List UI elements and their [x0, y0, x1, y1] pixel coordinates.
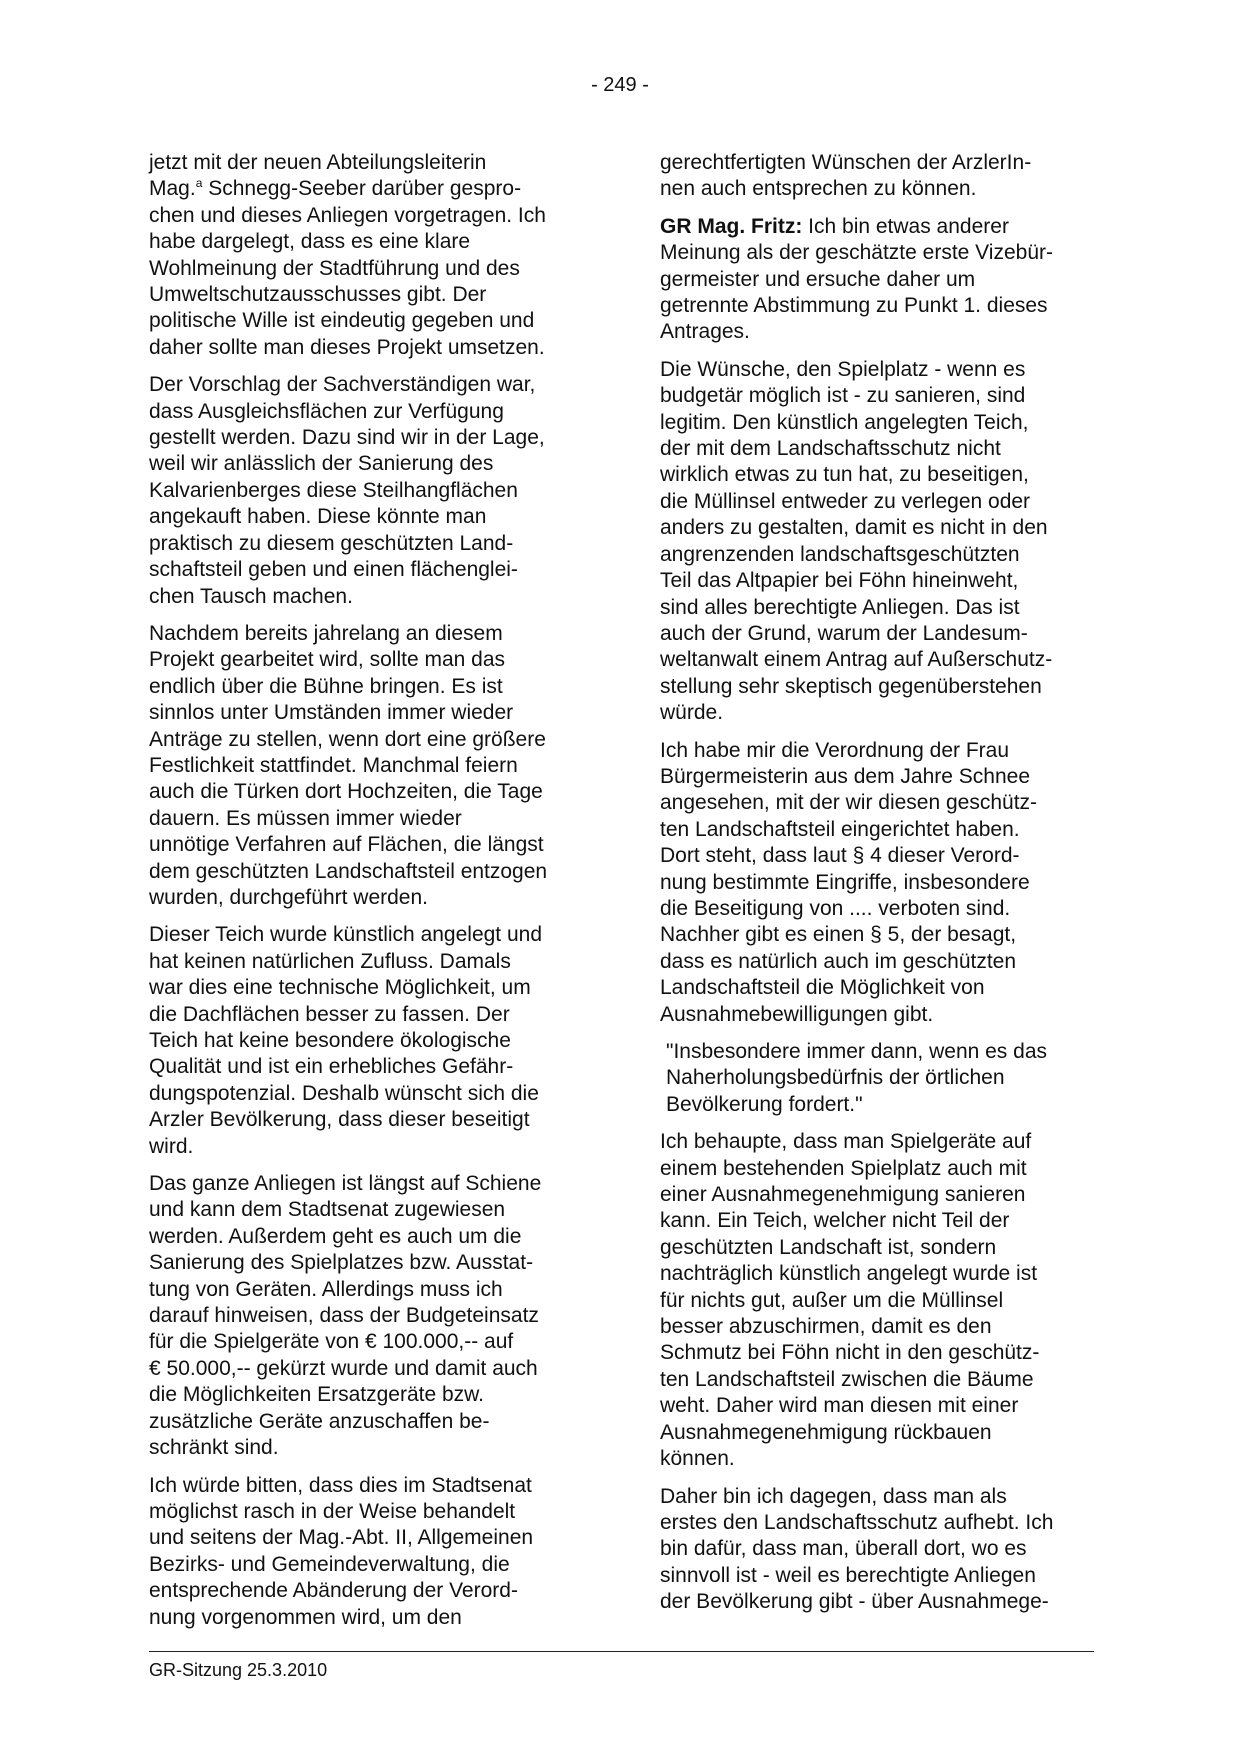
text-line: weltanwalt einem Antrag auf Außerschutz- — [660, 648, 1053, 672]
paragraph — [660, 357, 1100, 727]
text-line: die Beseitigung von .... verboten sind. — [660, 896, 1011, 920]
text-line — [149, 176, 589, 202]
text-line: germeister und ersuche daher um — [660, 267, 976, 291]
text-line: dem geschützten Landschaftsteil entzogen — [149, 859, 548, 883]
text-line: nung vorgenommen wird, um den — [149, 1605, 462, 1629]
footer-text: GR-Sitzung 25.3.2010 — [149, 1660, 328, 1680]
superscript: a — [195, 176, 203, 191]
text-line: Meinung als der geschätzte erste Vizebür- — [660, 241, 1053, 265]
text-line: angekauft haben. Diese könnte man — [149, 505, 487, 529]
text-line: legitim. Den künstlich angelegten Teich, — [660, 410, 1029, 434]
text-line: Dieser Teich wurde künstlich angelegt und — [149, 923, 543, 947]
right-column — [660, 150, 1100, 1627]
text-line: weil wir anlässlich der Sanierung des — [149, 452, 494, 476]
text-line: Arzler Bevölkerung, dass dieser beseitigt — [149, 1108, 530, 1132]
left-column — [149, 150, 589, 1642]
text-line: gestellt werden. Dazu sind wir in der Lage, — [149, 426, 545, 450]
text-line: die Dachflächen besser zu fassen. Der — [149, 1002, 510, 1026]
text-line: Der Vorschlag der Sachverständigen war, — [149, 373, 536, 397]
text-line: unnötige Verfahren auf Flächen, die längst — [149, 833, 544, 857]
text-line: einer Ausnahmegenehmigung sanieren — [660, 1183, 1026, 1207]
text-line: wurden, durchgeführt werden. — [149, 885, 428, 909]
text-line: nen auch entsprechen zu können. — [660, 177, 977, 201]
text-line: wirklich etwas zu tun hat, zu beseitigen, — [660, 463, 1029, 487]
text-line: Landschaftsteil die Möglichkeit von — [660, 976, 985, 1000]
text-line: Ich habe mir die Verordnung der Frau — [660, 738, 1010, 762]
text-line: Bezirks- und Gemeindeverwaltung, die — [149, 1552, 510, 1576]
text-line: dauern. Es müssen immer wieder — [149, 806, 462, 830]
paragraph — [660, 1484, 1100, 1616]
text-line: besser abzuschirmen, damit es den — [660, 1315, 992, 1339]
paragraph — [149, 150, 589, 361]
text-line: nung bestimmte Eingriffe, insbesondere — [660, 870, 1030, 894]
quote-paragraph — [660, 1039, 1100, 1118]
text-line: zusätzliche Geräte anzuschaffen be- — [149, 1409, 490, 1433]
paragraph — [149, 372, 589, 610]
text-line: € 50.000,-- gekürzt wurde und damit auch — [149, 1356, 538, 1380]
text-line: getrennte Abstimmung zu Punkt 1. dieses — [660, 294, 1048, 318]
text-line: auch der Grund, warum der Landesum- — [660, 621, 1028, 645]
text-fragment: Schnegg-Seeber darüber gespro- — [202, 177, 522, 201]
text-line: Naherholungsbedürfnis der örtlichen — [666, 1066, 1005, 1090]
text-line: ten Landschaftsteil eingerichtet haben. — [660, 817, 1020, 841]
footer-divider — [149, 1651, 1094, 1652]
text-line: Qualität und ist ein erhebliches Gefähr- — [149, 1055, 514, 1079]
text-line: werden. Außerdem geht es auch um die — [149, 1224, 522, 1248]
text-line: schränkt sind. — [149, 1436, 279, 1460]
text-line: Anträge zu stellen, wenn dort eine größere — [149, 727, 546, 751]
text-line: schaftsteil geben und einen flächenglei- — [149, 558, 518, 582]
text-line: die Müllinsel entweder zu verlegen oder — [660, 489, 1031, 513]
text-line: Das ganze Anliegen ist längst auf Schiene — [149, 1172, 542, 1196]
text-line: dungspotenzial. Deshalb wünscht sich die — [149, 1081, 539, 1105]
text-line: bin dafür, dass man, überall dort, wo es — [660, 1537, 1027, 1561]
text-line: nachträglich künstlich angelegt wurde ist — [660, 1262, 1038, 1286]
paragraph — [149, 922, 589, 1160]
text-line: Ausnahmegenehmigung rückbauen — [660, 1420, 992, 1444]
text-line: chen und dieses Anliegen vorgetragen. Ich — [149, 203, 546, 227]
abbreviation: Mag. — [149, 177, 196, 201]
text-line: sinnvoll ist - weil es berechtigte Anliegen — [660, 1563, 1036, 1587]
text-line: können. — [660, 1447, 735, 1471]
text-line: habe dargelegt, dass es eine klare — [149, 230, 471, 254]
text-line: wird. — [149, 1134, 194, 1158]
text-line: Wohlmeinung der Stadtführung und des — [149, 256, 520, 280]
text-line: ten Landschaftsteil zwischen die Bäume — [660, 1367, 1034, 1391]
text-line: auch die Türken dort Hochzeiten, die Tage — [149, 780, 543, 804]
text-line: Sanierung des Spielplatzes bzw. Ausstat- — [149, 1251, 534, 1275]
text-line: chen Tausch machen. — [149, 584, 353, 608]
text-line: Teil das Altpapier bei Föhn hineinweht, — [660, 569, 1019, 593]
text-line: Die Wünsche, den Spielplatz - wenn es — [660, 357, 1026, 381]
text-fragment: Ich bin etwas anderer — [802, 214, 1009, 238]
text-line: angesehen, mit der wir diesen geschütz- — [660, 791, 1038, 815]
paragraph — [660, 738, 1100, 1028]
text-line: jetzt mit der neuen Abteilungsleiterin — [149, 151, 487, 174]
text-line: einem bestehenden Spielplatz auch mit — [660, 1156, 1027, 1180]
text-line: daher sollte man dieses Projekt umsetzen. — [149, 335, 545, 359]
speaker-name: GR Mag. Fritz: — [660, 214, 803, 238]
text-line: der Bevölkerung gibt - über Ausnahmege- — [660, 1590, 1049, 1614]
text-line: geschützten Landschaft ist, sondern — [660, 1235, 997, 1259]
text-line: sind alles berechtigte Anliegen. Das ist — [660, 595, 1020, 619]
text-line: würde. — [660, 701, 724, 725]
paragraph — [149, 1473, 589, 1631]
paragraph — [660, 1129, 1100, 1472]
text-line: Nachher gibt es einen § 5, der besagt, — [660, 923, 1017, 947]
text-line — [660, 214, 1100, 240]
text-line: anders zu gestalten, damit es nicht in den — [660, 516, 1048, 540]
text-line: Ich würde bitten, dass dies im Stadtsenat — [149, 1473, 532, 1497]
text-line: dass Ausgleichsflächen zur Verfügung — [149, 399, 504, 423]
text-line: tung von Geräten. Allerdings muss ich — [149, 1277, 503, 1301]
paragraph — [149, 1171, 589, 1461]
text-line: Umweltschutzausschusses gibt. Der — [149, 283, 487, 307]
text-line: stellung sehr skeptisch gegenüberstehen — [660, 674, 1042, 698]
text-line: die Möglichkeiten Ersatzgeräte bzw. — [149, 1383, 485, 1407]
text-line: der mit dem Landschaftsschutz nicht — [660, 437, 1001, 461]
text-line: erstes den Landschaftsschutz aufhebt. Ich — [660, 1510, 1054, 1534]
text-line: Ausnahmebewilligungen gibt. — [660, 1002, 934, 1026]
text-line: Bürgermeisterin aus dem Jahre Schnee — [660, 764, 1031, 788]
text-line: Ich behaupte, dass man Spielgeräte auf — [660, 1130, 1032, 1154]
text-line: Schmutz bei Föhn nicht in den geschütz- — [660, 1341, 1040, 1365]
text-line: gerechtfertigten Wünschen der ArzlerIn- — [660, 151, 1032, 174]
text-line: praktisch zu diesem geschützten Land- — [149, 531, 514, 555]
line-group — [660, 240, 1100, 346]
text-line: und seitens der Mag.-Abt. II, Allgemeinen — [149, 1526, 534, 1550]
text-line: "Insbesondere immer dann, wenn es das — [666, 1040, 1048, 1063]
text-line: angrenzenden landschaftsgeschützten — [660, 542, 1020, 566]
text-line: hat keinen natürlichen Zufluss. Damals — [149, 949, 511, 973]
text-line: für nichts gut, außer um die Müllinsel — [660, 1288, 1004, 1312]
paragraph — [660, 150, 1100, 203]
text-line: Dort steht, dass laut § 4 dieser Verord- — [660, 844, 1020, 868]
text-line: Antrages. — [660, 320, 750, 344]
text-line: budgetär möglich ist - zu sanieren, sind — [660, 384, 1026, 408]
text-line: weht. Daher wird man diesen mit einer — [660, 1394, 1019, 1418]
page-number: - 249 - — [591, 74, 649, 96]
text-line: darauf hinweisen, dass der Budgeteinsatz — [149, 1304, 539, 1328]
text-line: politische Wille ist eindeutig gegeben und — [149, 309, 535, 333]
text-line: möglichst rasch in der Weise behandelt — [149, 1499, 516, 1523]
text-line: war dies eine technische Möglichkeit, um — [149, 976, 531, 1000]
text-line: sinnlos unter Umständen immer wieder — [149, 701, 514, 725]
text-line: Daher bin ich dagegen, dass man als — [660, 1484, 1007, 1508]
text-line: Bevölkerung fordert." — [666, 1092, 863, 1116]
text-line: dass es natürlich auch im geschützten — [660, 949, 1017, 973]
text-line: und kann dem Stadtsenat zugewiesen — [149, 1198, 506, 1222]
paragraph — [660, 214, 1100, 346]
text-line: Kalvarienberges diese Steilhangflächen — [149, 478, 518, 502]
text-line: Festlichkeit stattfindet. Manchmal feiern — [149, 753, 518, 777]
text-line: endlich über die Bühne bringen. Es ist — [149, 674, 503, 698]
text-line: kann. Ein Teich, welcher nicht Teil der — [660, 1209, 1010, 1233]
text-line: Teich hat keine besondere ökologische — [149, 1029, 511, 1052]
text-line: entsprechende Abänderung der Verord- — [149, 1579, 518, 1603]
text-line: Projekt gearbeitet wird, sollte man das — [149, 648, 506, 672]
text-line: für die Spielgeräte von € 100.000,-- auf — [149, 1330, 514, 1354]
text-line: Nachdem bereits jahrelang an diesem — [149, 621, 503, 645]
paragraph — [149, 621, 589, 911]
